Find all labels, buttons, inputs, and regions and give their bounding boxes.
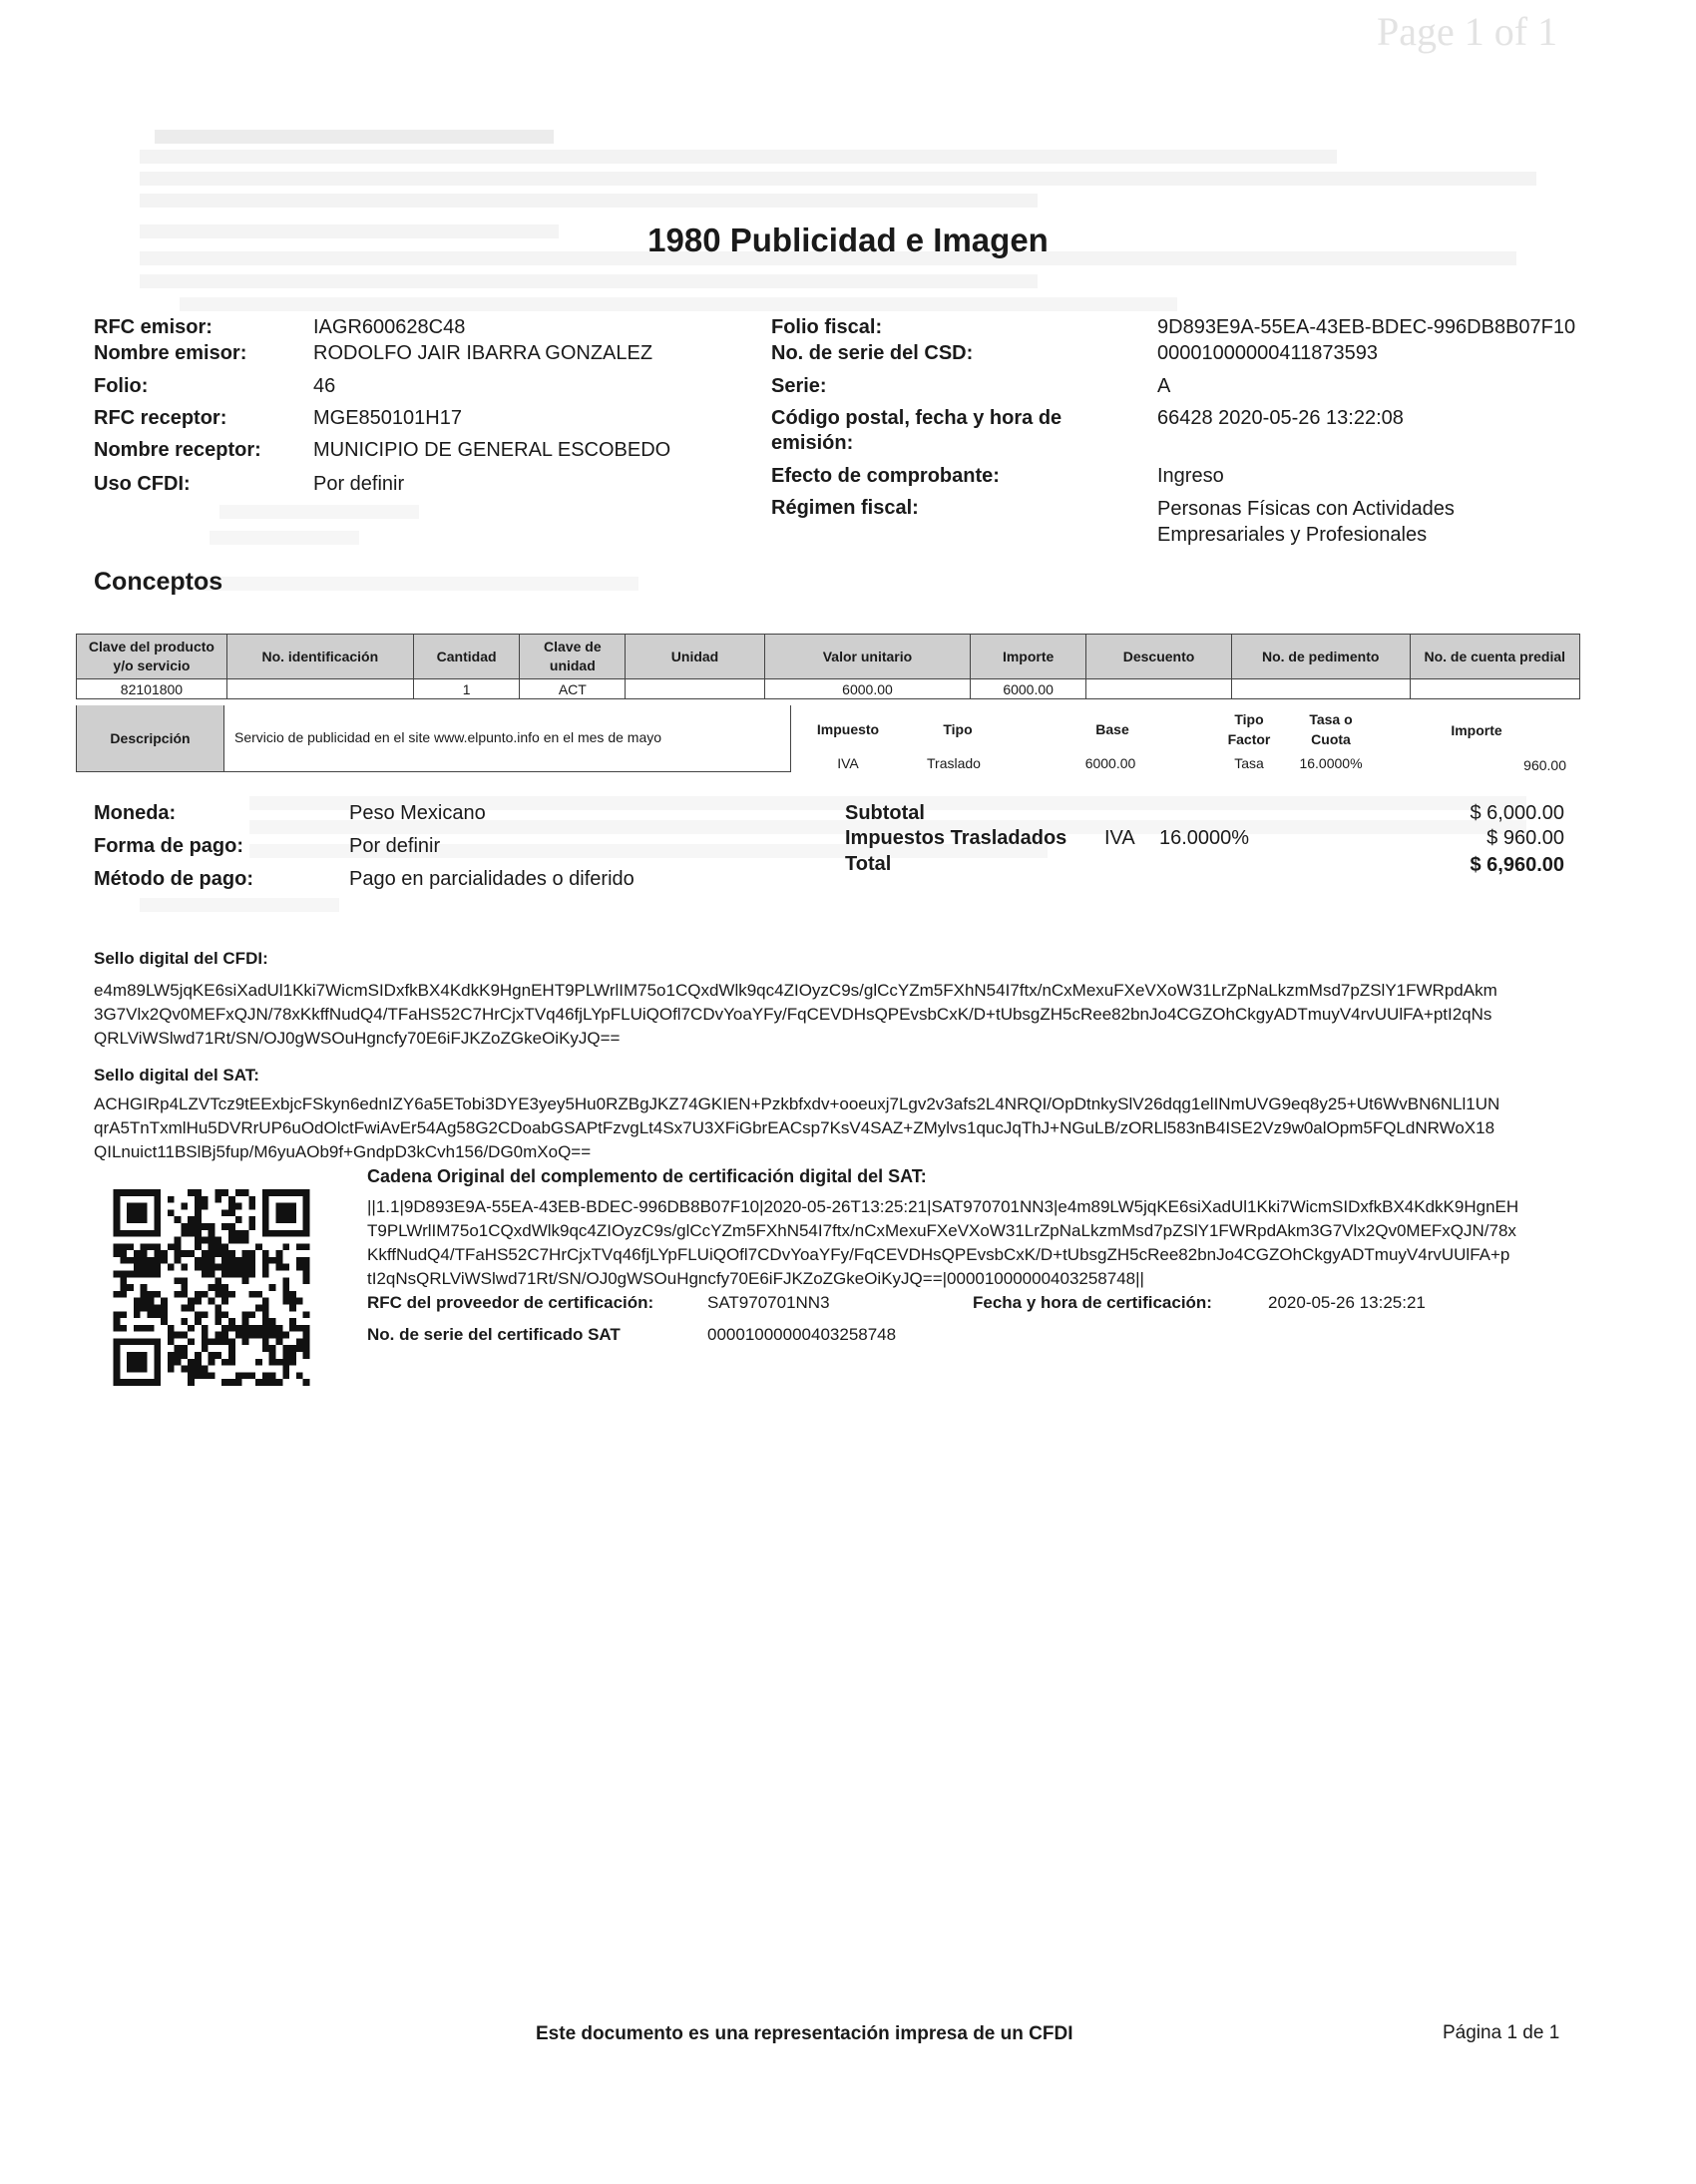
sello-sat-line: QILnuict11BSlBj5fup/M6yuAOb9f+GndpD3kCvh156/DG0mXoQ== bbox=[94, 1142, 592, 1161]
sello-sat-value bbox=[94, 1092, 1590, 1164]
subtotal-value: $ 6,000.00 bbox=[1470, 802, 1564, 824]
rfc-emisor-label: RFC emisor: bbox=[94, 316, 212, 338]
metodo-pago-label: Método de pago: bbox=[94, 868, 253, 890]
nombre-receptor-label: Nombre receptor: bbox=[94, 439, 261, 461]
header-importe: Importe bbox=[971, 635, 1086, 679]
header-descuento: Descuento bbox=[1086, 635, 1232, 679]
tax-header-tipo-factor-line2: Factor bbox=[1227, 731, 1271, 747]
cadena-line: KkffNudQ4/TFaHS52C7HrCjxTVq46fjLYpFLUiQOfl7CDvYoaYFy/FqCEVDHsQPEvsbCxK/D+tUbsgZH5cRee82bnJo4CGZOhCkgyADTmuyV4rvUUlFA+p bbox=[367, 1245, 1510, 1264]
tax-header-tasa-line2: Cuota bbox=[1311, 731, 1351, 747]
cadena-label: Cadena Original del complemento de certificación digital del SAT: bbox=[367, 1166, 927, 1186]
sello-cfdi-value bbox=[94, 979, 1590, 1051]
tax-header-base: Base bbox=[1095, 721, 1129, 737]
sello-sat-label: Sello digital del SAT: bbox=[94, 1066, 259, 1085]
forma-pago-value: Por definir bbox=[349, 835, 441, 857]
serie-certificado-value: 00001000000403258748 bbox=[707, 1325, 897, 1344]
cell-importe: 6000.00 bbox=[971, 679, 1086, 699]
tax-impuesto: IVA bbox=[837, 755, 859, 771]
rfc-emisor-value: IAGR600628C48 bbox=[313, 316, 466, 338]
rfc-receptor-label: RFC receptor: bbox=[94, 407, 227, 429]
subtotal-label: Subtotal bbox=[845, 802, 925, 824]
impuestos-value: $ 960.00 bbox=[1486, 827, 1564, 849]
codigo-postal-label: Código postal, fecha y hora de bbox=[771, 407, 1062, 429]
moneda-label: Moneda: bbox=[94, 802, 177, 824]
cadena-value bbox=[367, 1195, 1589, 1291]
cell-unidad bbox=[626, 679, 765, 699]
total-label: Total bbox=[845, 853, 892, 875]
efecto-value: Ingreso bbox=[1157, 465, 1224, 487]
tax-tipo-factor: Tasa bbox=[1234, 755, 1264, 771]
rfc-receptor-value: MGE850101H17 bbox=[313, 407, 462, 429]
impuestos-tipo: IVA bbox=[1104, 827, 1135, 849]
descripcion-box bbox=[76, 705, 791, 772]
serie-csd-label: No. de serie del CSD: bbox=[771, 342, 974, 364]
cadena-line: ||1.1|9D893E9A-55EA-43EB-BDEC-996DB8B07F10|2020-05-26T13:25:21|SAT970701NN3|e4m89LW5jqKE6siXadUl1Kki7WicmSIDxfkBX4KdkK9HgnEH bbox=[367, 1197, 1519, 1216]
uso-cfdi-value: Por definir bbox=[313, 473, 405, 495]
cell-cantidad: 1 bbox=[413, 679, 520, 699]
fecha-certificacion-label: Fecha y hora de certificación: bbox=[973, 1293, 1212, 1312]
conceptos-table bbox=[76, 634, 1580, 699]
cell-descuento bbox=[1086, 679, 1232, 699]
codigo-postal-label-line2: emisión: bbox=[771, 432, 854, 454]
regimen-label: Régimen fiscal: bbox=[771, 497, 919, 519]
bleed-page-number: Page 1 of 1 bbox=[1377, 9, 1558, 54]
serie-csd-value: 00001000000411873593 bbox=[1157, 342, 1378, 364]
cell-valor-unitario: 6000.00 bbox=[764, 679, 970, 699]
page-number: Página 1 de 1 bbox=[1443, 2022, 1560, 2043]
header-no-identificacion: No. identificación bbox=[226, 635, 413, 679]
cadena-line: T9PLWrlIM75o1CQxdWlk9qc4ZIOyzC9s/glCcYZm5FXhN54I7ftx/nCxMexuFXeVXoW31LrZpNaLkzmMsd7pZSlY1FWRpdAkm3G7Vlx2Qv0MEFxQJN/78x bbox=[367, 1221, 1516, 1240]
codigo-postal-value: 66428 2020-05-26 13:22:08 bbox=[1157, 407, 1404, 429]
header-clave-producto: Clave del producto y/o servicio bbox=[77, 635, 227, 679]
sello-cfdi-line: e4m89LW5jqKE6siXadUl1Kki7WicmSIDxfkBX4KdkK9HgnEHT9PLWrlIM75o1CQxdWlk9qc4ZIOyzC9s/glCcYZm5FXhN54I7ftx/nCxMexuFXeVXoW31LrZpNaLkzmMsd7pZSlY1FWRpdAkm bbox=[94, 981, 1497, 1000]
sello-sat-line: qrA5TnTxmlHu5DVRrUP6uOdOlctFwiAvEr54Ag58G2CDoabGSAPtFzvgLt4Sx7U3XFiGbrEACsp7KsV4SAZ+ZMylvs1qucJqThJ+NGuLB/zORLl583nB4ISE2Vz9w0alOpm5FQLdNRWoX18 bbox=[94, 1118, 1495, 1137]
rfc-proveedor-label: RFC del proveedor de certificación: bbox=[367, 1293, 654, 1312]
fecha-certificacion-value: 2020-05-26 13:25:21 bbox=[1268, 1293, 1426, 1312]
table-row bbox=[77, 679, 1580, 699]
conceptos-header-row bbox=[77, 635, 1580, 679]
tax-base: 6000.00 bbox=[1084, 755, 1136, 771]
document-title: 1980 Publicidad e Imagen bbox=[647, 221, 1049, 258]
impuestos-tasa: 16.0000% bbox=[1159, 827, 1250, 849]
cell-no-pedimento bbox=[1231, 679, 1410, 699]
header-unidad: Unidad bbox=[626, 635, 765, 679]
cell-cuenta-predial bbox=[1410, 679, 1579, 699]
serie-label: Serie: bbox=[771, 375, 827, 397]
descripcion-text: Servicio de publicidad en el site www.elpunto.info en el mes de mayo bbox=[234, 729, 662, 745]
header-clave-unidad: Clave de unidad bbox=[520, 635, 626, 679]
moneda-value: Peso Mexicano bbox=[349, 802, 486, 824]
sello-cfdi-line: QRLViWSlwd71Rt/SN/OJ0gWSOuHgncfy70E6iFJKZoZGkeOiKyJQ== bbox=[94, 1029, 621, 1048]
conceptos-heading: Conceptos bbox=[94, 568, 223, 596]
forma-pago-label: Forma de pago: bbox=[94, 835, 244, 857]
tax-header-tipo: Tipo bbox=[943, 721, 973, 737]
header-cantidad: Cantidad bbox=[413, 635, 520, 679]
header-valor-unitario: Valor unitario bbox=[764, 635, 970, 679]
header-no-pedimento: No. de pedimento bbox=[1231, 635, 1410, 679]
tax-header-importe: Importe bbox=[1451, 722, 1502, 738]
tax-tipo: Traslado bbox=[927, 755, 981, 771]
rfc-proveedor-value: SAT970701NN3 bbox=[707, 1293, 830, 1312]
folio-fiscal-label: Folio fiscal: bbox=[771, 316, 883, 338]
regimen-value: Personas Físicas con Actividades bbox=[1157, 498, 1455, 520]
tax-header-tasa: Tasa o bbox=[1309, 711, 1353, 727]
sello-cfdi-label: Sello digital del CFDI: bbox=[94, 949, 268, 968]
uso-cfdi-label: Uso CFDI: bbox=[94, 473, 191, 495]
efecto-label: Efecto de comprobante: bbox=[771, 465, 1000, 487]
nombre-emisor-label: Nombre emisor: bbox=[94, 342, 247, 364]
nombre-emisor-value: RODOLFO JAIR IBARRA GONZALEZ bbox=[313, 342, 653, 364]
tax-header-tipo-factor: Tipo bbox=[1234, 711, 1264, 727]
cadena-line: tI2qNsQRLViWSlwd71Rt/SN/OJ0gWSOuHgncfy70E6iFJKZoZGkeOiKyJQ==|00001000000403258748|| bbox=[367, 1269, 1144, 1288]
header-cuenta-predial: No. de cuenta predial bbox=[1410, 635, 1579, 679]
metodo-pago-value: Pago en parcialidades o diferido bbox=[349, 868, 635, 890]
cell-no-identificacion bbox=[226, 679, 413, 699]
footer-note: Este documento es una representación impresa de un CFDI bbox=[536, 2023, 1073, 2044]
nombre-receptor-value: MUNICIPIO DE GENERAL ESCOBEDO bbox=[313, 439, 671, 461]
folio-value: 46 bbox=[313, 375, 336, 397]
cell-clave-unidad: ACT bbox=[520, 679, 626, 699]
regimen-value-line2: Empresariales y Profesionales bbox=[1157, 524, 1428, 546]
cell-clave-producto: 82101800 bbox=[77, 679, 227, 699]
descripcion-label: Descripción bbox=[77, 705, 224, 771]
impuestos-trasladados-label: Impuestos Trasladados bbox=[845, 827, 1067, 849]
sello-sat-line: ACHGIRp4LZVTcz9tEExbjcFSkyn6ednIZY6a5ETobi3DYE3yey5Hu0RZBgJKZ74GKIEN+Pzkbfxdv+ooeuxj7Lgv2v3afs2L4NRQI/OpDtnkySlV26dqg1elINmUVG9eq8y25+Ut6WvBN6NLl1UN bbox=[94, 1094, 1500, 1113]
folio-label: Folio: bbox=[94, 375, 149, 397]
tax-importe: 960.00 bbox=[1523, 757, 1566, 773]
tax-header-impuesto: Impuesto bbox=[816, 721, 880, 737]
sello-cfdi-line: 3G7Vlx2Qv0MEFxQJN/78xKkffNudQ4/TFaHS52C7HrCjxTVq46fjLYpFLUiQOfl7CDvYoaYFy/FqCEVDHsQPEvsbCxK/D+tUbsgZH5cRee82bnJo4CGZOhCkgyADTmuyV4rvUUlFA+ptI2qNs bbox=[94, 1005, 1492, 1024]
folio-fiscal-value: 9D893E9A-55EA-43EB-BDEC-996DB8B07F10 bbox=[1157, 316, 1576, 338]
total-value: $ 6,960.00 bbox=[1470, 854, 1564, 876]
serie-value: A bbox=[1157, 375, 1171, 397]
tax-tasa: 16.0000% bbox=[1299, 755, 1363, 771]
qr-code bbox=[111, 1189, 312, 1386]
serie-certificado-label: No. de serie del certificado SAT bbox=[367, 1325, 621, 1344]
